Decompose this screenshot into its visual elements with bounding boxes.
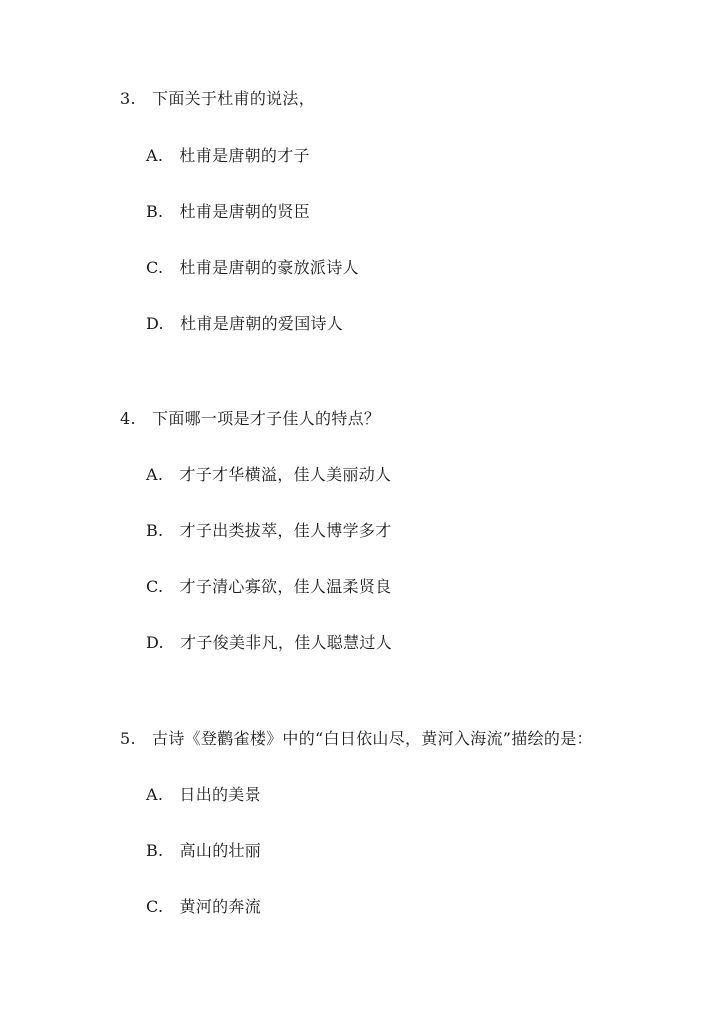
option-text: 才子出类拔萃，佳人博学多才 [179,521,392,540]
question-text: 下面关于杜甫的说法， [152,89,316,108]
question-number: 3. [120,89,147,108]
question-3-option-d [146,314,343,334]
option-text: 才子清心寡欲，佳人温柔贤良 [179,577,392,596]
question-5-option-c [146,897,261,917]
question-3-option-c [146,258,359,278]
question-4 [120,409,380,429]
option-letter: B. [146,841,175,860]
option-text: 才子才华横溢，佳人美丽动人 [179,465,392,484]
option-letter: C. [146,577,175,596]
question-5-option-a [146,785,261,805]
question-number: 5. [120,729,147,748]
option-text: 杜甫是唐朝的豪放派诗人 [179,258,359,277]
option-text: 高山的壮丽 [179,841,262,860]
option-letter: A. [146,465,175,484]
option-text: 黄河的奔流 [179,897,262,916]
question-number: 4. [120,409,147,428]
question-3 [120,89,315,109]
option-letter: D. [146,314,175,333]
question-4-option-c [146,577,391,597]
question-5 [120,729,593,749]
question-5-option-b [146,841,261,861]
option-text: 才子俊美非凡，佳人聪慧过人 [180,633,393,652]
option-letter: A. [146,146,175,165]
question-4-option-a [146,465,391,485]
question-3-option-b [146,202,310,222]
option-text: 杜甫是唐朝的爱国诗人 [180,314,344,333]
option-text: 日出的美景 [179,785,261,804]
option-text: 杜甫是唐朝的贤臣 [179,202,311,221]
option-letter: A. [146,785,175,804]
question-text: 古诗《登鹳雀楼》中的“白日依山尽，黄河入海流”描绘的是： [152,729,593,748]
option-letter: C. [146,897,175,916]
option-letter: D. [146,633,175,652]
option-letter: C. [146,258,175,277]
question-4-option-b [146,521,392,541]
option-text: 杜甫是唐朝的才子 [179,146,310,165]
option-letter: B. [146,521,175,540]
option-letter: B. [146,202,175,221]
question-4-option-d [146,633,392,653]
question-3-option-a [146,146,310,166]
question-text: 下面哪一项是才子佳人的特点？ [152,409,381,428]
